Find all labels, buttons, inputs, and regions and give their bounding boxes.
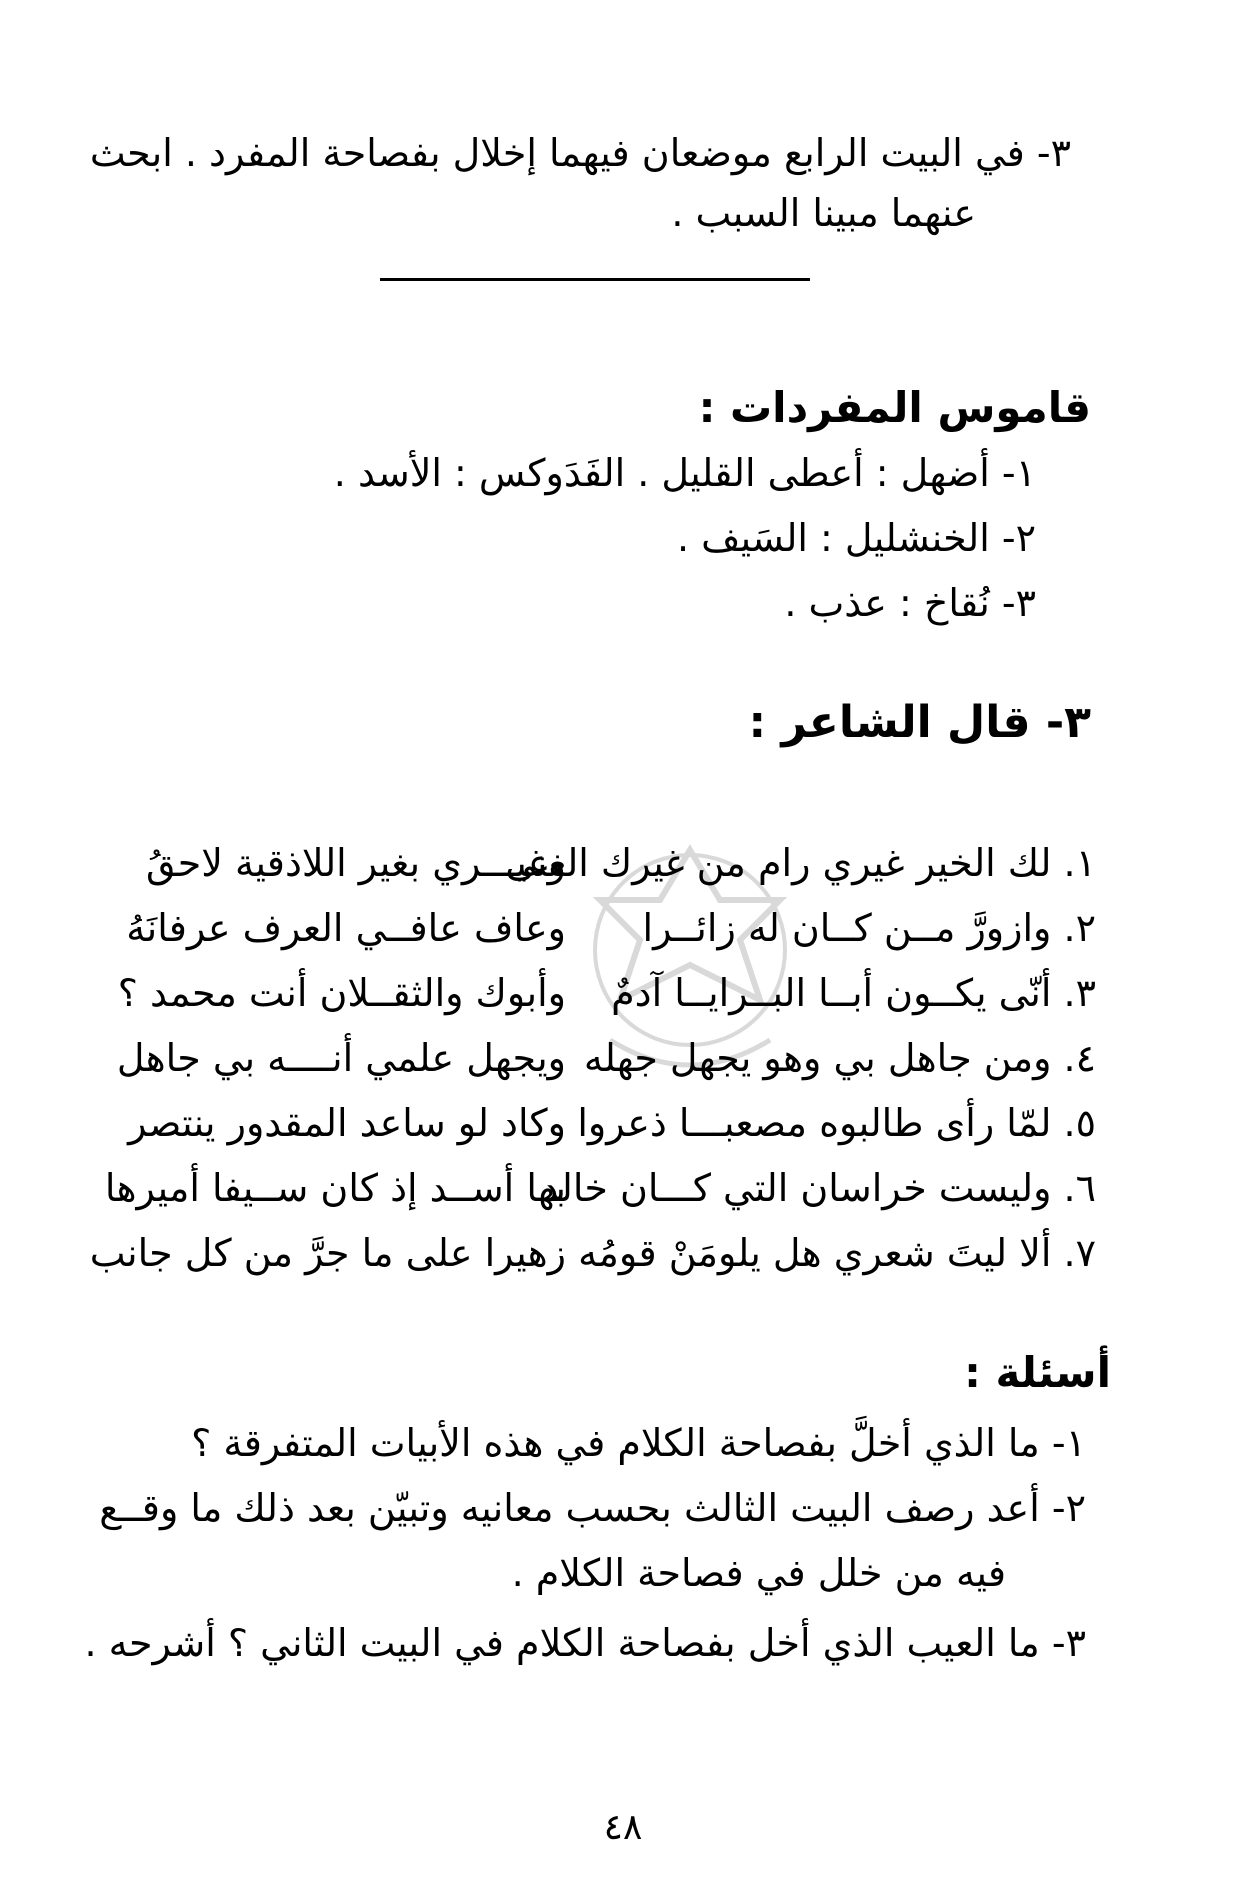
glossary-item: ٢- الخنشليل : السَيف . — [676, 516, 1036, 560]
verse-second-hemistich: ويجهل علمي أنــــه بي جاهل — [116, 1036, 566, 1080]
intro-question-line-2: عنهما مبينا السبب . — [671, 191, 976, 235]
question-item: ٣- ما العيب الذي أخل بفصاحة الكلام في البيت الثاني ؟ أشرحه . — [84, 1621, 1086, 1665]
verse-first-hemistich: ٤. ومن جاهل بي وهو يجهل جهله — [583, 1036, 1096, 1080]
verse-second-hemistich: بها أســد إذ كان ســيفا أميرها — [104, 1166, 566, 1210]
page-number: ٤٨ — [603, 1807, 643, 1848]
verse-first-hemistich: ٢. وازورَّ مــن كــان له زائــرا — [642, 906, 1096, 950]
verse-second-hemistich: وأبوك والثقــلان أنت محمد ؟ — [117, 971, 566, 1015]
intro-question-line-1: ٣- في البيت الرابع موضعان فيهما إخلال بفصاحة المفرد . ابحث — [89, 131, 1071, 175]
glossary-title: قاموس المفردات : — [698, 383, 1091, 432]
verse-second-hemistich: زهيرا على ما جرَّ من كل جانب — [89, 1231, 566, 1275]
questions-title: أسئلة : — [964, 1348, 1111, 1397]
verse-second-hemistich: وغيـــري بغير اللاذقية لاحقُ — [146, 841, 566, 885]
glossary-item: ١- أضهل : أعطى القليل . الفَدَوكس : الأسد . — [333, 451, 1036, 495]
verse-first-hemistich: ٦. وليست خراسان التي كـــان خالد — [541, 1166, 1096, 1210]
verse-first-hemistich: ٥. لمّا رأى طالبوه مصعبـــا ذعروا — [577, 1101, 1096, 1145]
verse-second-hemistich: وكاد لو ساعد المقدور ينتصر — [128, 1101, 566, 1145]
glossary-item: ٣- نُقاخ : عذب . — [784, 581, 1036, 625]
verse-first-hemistich: ٧. ألا ليتَ شعري هل يلومَنْ قومُه — [578, 1231, 1096, 1275]
section-divider — [380, 278, 810, 281]
question-item-continuation: فيه من خلل في فصاحة الكلام . — [511, 1551, 1006, 1595]
verse-first-hemistich: ٣. أنّى يكــون أبــا البــرايــا آدمٌ — [611, 971, 1096, 1015]
verse-first-hemistich: ١. لك الخير غيري رام من غيرك الغنى — [505, 841, 1096, 885]
question-item: ٢- أعد رصف البيت الثالث بحسب معانيه وتبيّن بعد ذلك ما وقــع — [99, 1486, 1086, 1530]
question-item: ١- ما الذي أخلَّ بفصاحة الكلام في هذه الأبيات المتفرقة ؟ — [191, 1421, 1086, 1465]
verse-second-hemistich: وعاف عافــي العرف عرفانَهُ — [126, 906, 566, 950]
section-title: ٣- قال الشاعر : — [748, 697, 1091, 748]
